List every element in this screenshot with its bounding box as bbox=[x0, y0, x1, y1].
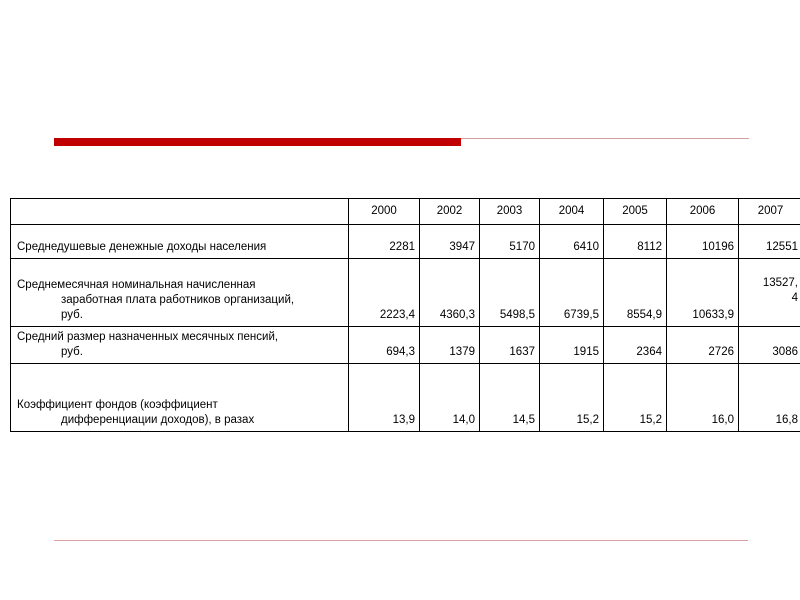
table-cell: 3086 bbox=[739, 327, 800, 364]
table-cell: 16,8 bbox=[739, 364, 800, 432]
row-label bbox=[11, 225, 349, 259]
year-header: 2002 bbox=[420, 199, 480, 225]
year-header: 2000 bbox=[349, 199, 420, 225]
table-cell: 10633,9 bbox=[667, 259, 739, 327]
table-cell: 12551 bbox=[739, 225, 800, 259]
table-cell: 1637 bbox=[480, 327, 540, 364]
table-cell: 2726 bbox=[667, 327, 739, 364]
table-cell: 16,0 bbox=[667, 364, 739, 432]
table-cell: 5170 bbox=[480, 225, 540, 259]
table-cell: 694,3 bbox=[349, 327, 420, 364]
table-cell: 8112 bbox=[604, 225, 667, 259]
table-cell: 2364 bbox=[604, 327, 667, 364]
table-cell: 15,2 bbox=[604, 364, 667, 432]
table-cell: 8554,9 bbox=[604, 259, 667, 327]
table-cell: 4360,3 bbox=[420, 259, 480, 327]
row-label-line: руб. bbox=[61, 346, 83, 358]
table-cell: 6410 bbox=[540, 225, 604, 259]
income-statistics-table bbox=[10, 198, 800, 432]
cell-text-line: 13527, bbox=[762, 277, 798, 289]
year-header: 2005 bbox=[604, 199, 667, 225]
footer-divider-line bbox=[54, 540, 748, 541]
table-cell: 2223,4 bbox=[349, 259, 420, 327]
table-row bbox=[11, 259, 800, 327]
row-label-line: руб. bbox=[61, 309, 83, 321]
year-header: 2006 bbox=[667, 199, 739, 225]
row-label-line: Среднемесячная номинальная начисленная bbox=[17, 279, 256, 291]
header-empty-cell bbox=[11, 199, 349, 225]
table-cell: 14,5 bbox=[480, 364, 540, 432]
row-label-line: заработная плата работников организаций, bbox=[61, 294, 295, 306]
year-header: 2004 bbox=[540, 199, 604, 225]
table-cell: 13,9 bbox=[349, 364, 420, 432]
table-cell: 1379 bbox=[420, 327, 480, 364]
row-label bbox=[11, 259, 349, 327]
table-cell: 14,0 bbox=[420, 364, 480, 432]
row-label-line: Коэффициент фондов (коэффициент bbox=[17, 399, 218, 411]
row-label-line: Средний размер назначенных месячных пенсий, bbox=[17, 331, 279, 343]
table-cell: 5498,5 bbox=[480, 259, 540, 327]
table-row bbox=[11, 364, 800, 432]
title-accent-bar bbox=[54, 138, 461, 146]
table-header-row bbox=[11, 199, 800, 225]
table-row bbox=[11, 327, 800, 364]
row-label bbox=[11, 327, 349, 364]
year-header: 2007 bbox=[739, 199, 800, 225]
row-label-line: Среднедушевые денежные доходы населения bbox=[17, 241, 267, 253]
table-cell bbox=[739, 259, 800, 327]
table-cell: 1915 bbox=[540, 327, 604, 364]
table-cell: 2281 bbox=[349, 225, 420, 259]
title-accent-line bbox=[461, 138, 749, 139]
table-cell: 10196 bbox=[667, 225, 739, 259]
table-row bbox=[11, 225, 800, 259]
table-cell: 15,2 bbox=[540, 364, 604, 432]
row-label-line: дифференциации доходов), в разах bbox=[61, 414, 255, 426]
year-header: 2003 bbox=[480, 199, 540, 225]
table-cell: 3947 bbox=[420, 225, 480, 259]
table-cell: 6739,5 bbox=[540, 259, 604, 327]
row-label bbox=[11, 364, 349, 432]
cell-text-line: 4 bbox=[791, 292, 798, 304]
